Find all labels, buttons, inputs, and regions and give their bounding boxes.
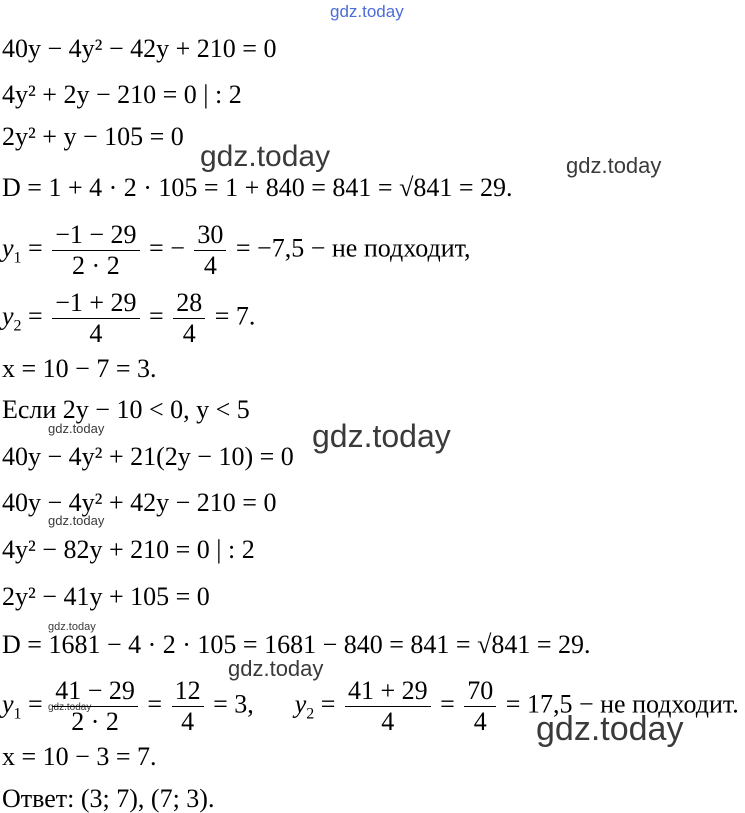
discriminant-line-2: D = 1681 − 4 · 2 · 105 = 1681 − 840 = 841 = √841 = 29. (2, 630, 591, 659)
case-condition-line: Если 2y − 10 < 0, y < 5 (2, 395, 250, 424)
equation-line-10: 40y − 4y² + 42y − 210 = 0 (2, 488, 277, 517)
root-y1-line: $y_1$ = $\frac{-1 - 29}{2 \cdot 2}$ = − $\frac{30}{4}$ = −7,5 − не подходит, (2, 220, 471, 280)
root-y2-result: = 17,5 − не подходит. (505, 689, 739, 719)
equation-line-2: 4y² + 2y − 210 = 0 | : 2 (2, 80, 242, 109)
root-y1-result: = −7,5 − не подходит, (235, 233, 471, 263)
watermark: gdz.today (312, 418, 451, 454)
fraction: $\frac{30}{4}$ (194, 222, 226, 279)
roots-line-2: $y_1$ = $\frac{41 - 29}{2 \cdot 2}$ = $\frac{12}{4}$ = 3, $y_2$ = $\frac{41 + 29}{4}$ = $\frac{70}{4}$ = 17,5 − не подходит. (2, 676, 739, 736)
equation-line-x1: x = 10 − 7 = 3. (2, 354, 157, 383)
equation-line-12: 2y² − 41y + 105 = 0 (2, 582, 210, 611)
fraction: $\frac{12}{4}$ (172, 678, 204, 735)
watermark-top: gdz.today (330, 2, 404, 21)
watermark: gdz.today (48, 421, 105, 436)
watermark: gdz.today (228, 656, 324, 681)
fraction: $\frac{-1 - 29}{2 \cdot 2}$ (52, 222, 139, 279)
watermark: gdz.today (48, 513, 105, 528)
fraction: $\frac{28}{4}$ (173, 290, 205, 347)
watermark: gdz.today (200, 140, 331, 173)
fraction: $\frac{-1 + 29}{4}$ (52, 290, 139, 347)
fraction: $\frac{41 + 29}{4}$ (345, 678, 431, 735)
watermark: gdz.today (48, 621, 96, 633)
watermark: gdz.today (536, 710, 684, 748)
equation-line-3: 2y² + y − 105 = 0 (2, 122, 184, 151)
equation-line-9: 40y − 4y² + 21(2y − 10) = 0 (2, 442, 294, 471)
root-y2-line: $y_2$ = $\frac{-1 + 29}{4}$ = $\frac{28}{4}$ = 7. (2, 288, 256, 348)
watermark: gdz.today (48, 702, 92, 713)
watermark: gdz.today (566, 153, 662, 178)
fraction: $\frac{70}{4}$ (464, 678, 496, 735)
equation-line-1: 40y − 4y² − 42y + 210 = 0 (2, 34, 277, 63)
equation-line-11: 4y² − 82y + 210 = 0 | : 2 (2, 535, 255, 564)
fraction: $\frac{41 - 29}{2 \cdot 2}$ (52, 678, 138, 735)
discriminant-line-1: D = 1 + 4 · 2 · 105 = 1 + 840 = 841 = √841 = 29. (2, 173, 513, 202)
answer-line: Ответ: (3; 7), (7; 3). (2, 784, 215, 813)
equation-line-x2: x = 10 − 3 = 7. (2, 742, 157, 771)
